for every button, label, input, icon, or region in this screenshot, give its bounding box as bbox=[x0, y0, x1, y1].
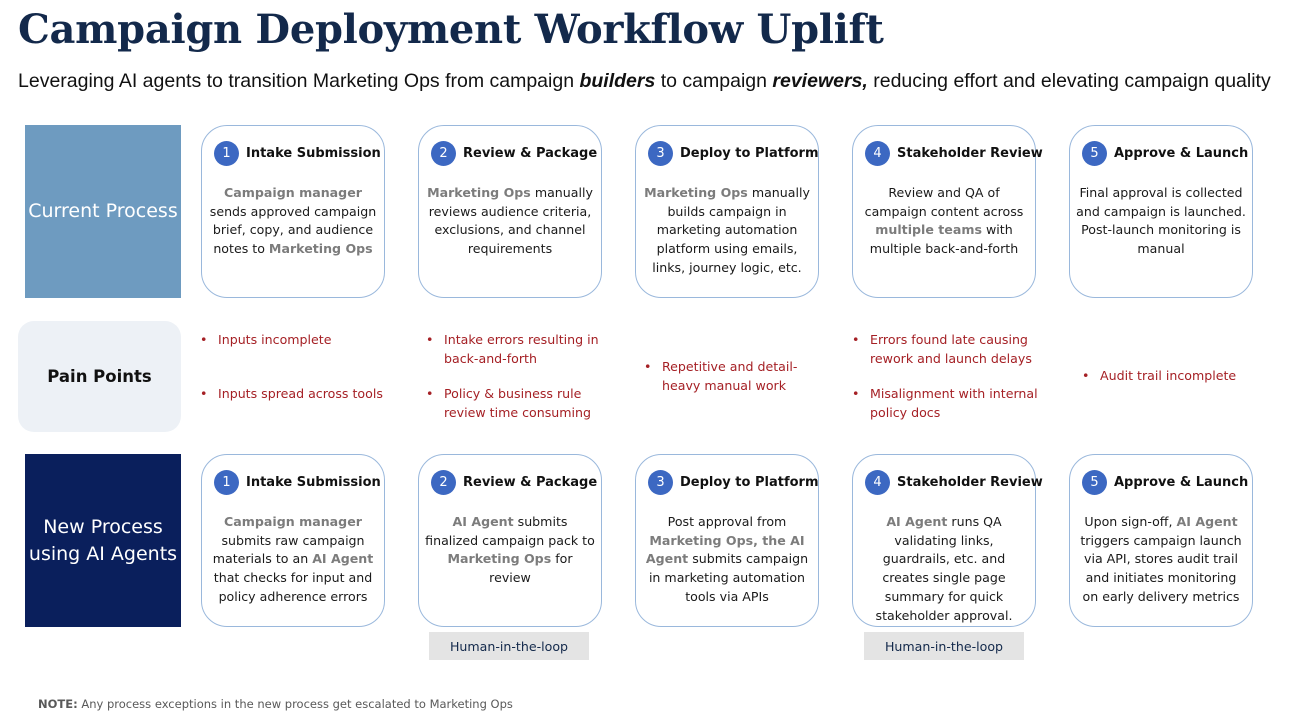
highlighted-term: AI Agent bbox=[1176, 514, 1238, 529]
step-header bbox=[865, 141, 1043, 166]
description-text: that checks for input and policy adherence errors bbox=[213, 570, 373, 604]
step-number-badge: 1 bbox=[214, 141, 239, 166]
description-text: with multiple back-and-forth bbox=[869, 222, 1019, 257]
pain-point-item: • Audit trail incomplete bbox=[1081, 367, 1271, 386]
step-title: Intake Submission bbox=[246, 475, 381, 490]
pain-points-label: Pain Points bbox=[18, 321, 181, 432]
step-number-badge: 1 bbox=[214, 470, 239, 495]
pain-point-bullet bbox=[199, 331, 389, 350]
step-header bbox=[214, 141, 381, 166]
step-title: Intake Submission bbox=[246, 146, 381, 161]
step-header bbox=[431, 470, 597, 495]
highlighted-term: multiple teams bbox=[875, 222, 982, 238]
description-text: for review bbox=[489, 551, 573, 586]
new-step-card-3 bbox=[635, 454, 819, 627]
highlighted-term: AI Agent bbox=[312, 551, 374, 567]
step-header bbox=[865, 470, 1043, 495]
step-header bbox=[1082, 470, 1248, 495]
highlighted-term: Marketing Ops bbox=[268, 241, 373, 257]
new-process-label: New Process using AI Agents bbox=[25, 454, 181, 627]
step-header bbox=[431, 141, 597, 166]
new-step-card-5 bbox=[1069, 454, 1253, 627]
step-number-badge: 3 bbox=[648, 141, 673, 166]
step-title: Deploy to Platform bbox=[680, 475, 819, 490]
human-in-the-loop-badge: Human-in-the-loop bbox=[864, 632, 1024, 660]
step-title: Review & Package bbox=[463, 146, 598, 161]
description-text: manually reviews audience criteria, exclusions, and channel requirements bbox=[428, 185, 593, 257]
step-description bbox=[208, 513, 378, 607]
highlighted-term: AI Agent bbox=[886, 514, 948, 529]
description-text: sends approved campaign brief, copy, and audience notes to bbox=[209, 203, 377, 257]
pain-point-item: • Errors found late causing rework and launch delays bbox=[851, 331, 1041, 368]
step-header bbox=[648, 141, 819, 166]
step-title: Approve & Launch bbox=[1114, 475, 1249, 490]
step-title: Review & Package bbox=[463, 475, 598, 490]
step-number-badge: 3 bbox=[648, 470, 673, 495]
step-number-badge: 4 bbox=[865, 141, 890, 166]
new-step-card-1 bbox=[201, 454, 385, 627]
description-text: Final approval is collected and campaign is launched. Post-launch monitoring is manual bbox=[1076, 185, 1246, 257]
pain-point-bullet bbox=[425, 385, 615, 422]
pain-point-bullet bbox=[643, 358, 833, 395]
description-text: triggers campaign launch via API, stores audit trail and initiates monitoring on early delivery metrics bbox=[1080, 532, 1242, 604]
step-title: Stakeholder Review bbox=[897, 475, 1043, 490]
pain-point-item: • Policy & business rule review time consuming bbox=[425, 385, 615, 422]
highlighted-term: Marketing Ops bbox=[427, 185, 531, 200]
pain-point-item: • Misalignment with internal policy docs bbox=[851, 385, 1041, 422]
new-step-card-2 bbox=[418, 454, 602, 627]
step-number-badge: 2 bbox=[431, 141, 456, 166]
pain-point-bullet bbox=[851, 385, 1041, 422]
step-header bbox=[214, 470, 381, 495]
step-title: Deploy to Platform bbox=[680, 146, 819, 161]
description-text: submits raw campaign materials to an bbox=[212, 532, 365, 567]
description-text: runs QA validating links, guardrails, etc. and creates single page summary for quick stakeholder approval. bbox=[875, 514, 1013, 623]
current-step-card-5 bbox=[1069, 125, 1253, 298]
step-description bbox=[859, 184, 1029, 259]
description-text: Upon sign-off, bbox=[1084, 514, 1177, 529]
pain-point-bullet bbox=[425, 331, 615, 368]
step-description bbox=[208, 184, 378, 259]
page-subtitle: Leveraging AI agents to transition Marketing Ops from campaign builders to campaign reviewers, reducing effort and elevating campaign quality bbox=[18, 70, 1271, 92]
step-description bbox=[642, 513, 812, 607]
step-number-badge: 5 bbox=[1082, 141, 1107, 166]
step-number-badge: 4 bbox=[865, 470, 890, 495]
current-step-card-2 bbox=[418, 125, 602, 298]
highlighted-term: AI Agent bbox=[452, 514, 514, 529]
highlighted-term: Marketing Ops bbox=[644, 185, 748, 200]
step-header bbox=[648, 470, 819, 495]
step-description bbox=[1076, 513, 1246, 607]
pain-point-item: • Inputs incomplete bbox=[199, 331, 389, 350]
highlighted-term: Campaign manager bbox=[224, 185, 362, 200]
pain-point-bullet bbox=[199, 385, 389, 404]
new-step-card-4 bbox=[852, 454, 1043, 627]
pain-point-bullet bbox=[851, 331, 1041, 368]
step-description bbox=[1076, 184, 1246, 259]
step-number-badge: 2 bbox=[431, 470, 456, 495]
highlighted-term: Marketing Ops bbox=[447, 551, 552, 567]
step-description bbox=[859, 513, 1029, 625]
description-text: manually builds campaign in marketing automation platform using emails, links, journey logic, etc. bbox=[652, 185, 810, 275]
pain-point-item: • Inputs spread across tools bbox=[199, 385, 389, 404]
highlighted-term: Campaign manager bbox=[224, 514, 362, 529]
footnote: NOTE: Any process exceptions in the new process get escalated to Marketing Ops bbox=[38, 697, 513, 711]
current-step-card-3 bbox=[635, 125, 819, 298]
step-header bbox=[1082, 141, 1248, 166]
pain-point-item: • Repetitive and detail-heavy manual work bbox=[643, 358, 833, 395]
description-text: Review and QA of campaign content across bbox=[864, 185, 1024, 219]
page-title: Campaign Deployment Workflow Uplift bbox=[18, 6, 884, 53]
step-title: Stakeholder Review bbox=[897, 146, 1043, 161]
step-description bbox=[425, 184, 595, 259]
description-text: submits campaign in marketing automation tools via APIs bbox=[648, 551, 809, 604]
current-step-card-4 bbox=[852, 125, 1043, 298]
current-step-card-1 bbox=[201, 125, 385, 298]
highlighted-term: Marketing Ops, the AI Agent bbox=[645, 532, 805, 567]
step-number-badge: 5 bbox=[1082, 470, 1107, 495]
current-process-label: Current Process bbox=[25, 125, 181, 298]
step-description bbox=[425, 513, 595, 588]
step-title: Approve & Launch bbox=[1114, 146, 1249, 161]
description-text: Post approval from bbox=[667, 514, 787, 529]
description-text: submits finalized campaign pack to bbox=[425, 514, 595, 548]
pain-point-bullet bbox=[1081, 367, 1271, 386]
step-description bbox=[642, 184, 812, 278]
human-in-the-loop-badge: Human-in-the-loop bbox=[429, 632, 589, 660]
pain-point-item: • Intake errors resulting in back-and-forth bbox=[425, 331, 615, 368]
